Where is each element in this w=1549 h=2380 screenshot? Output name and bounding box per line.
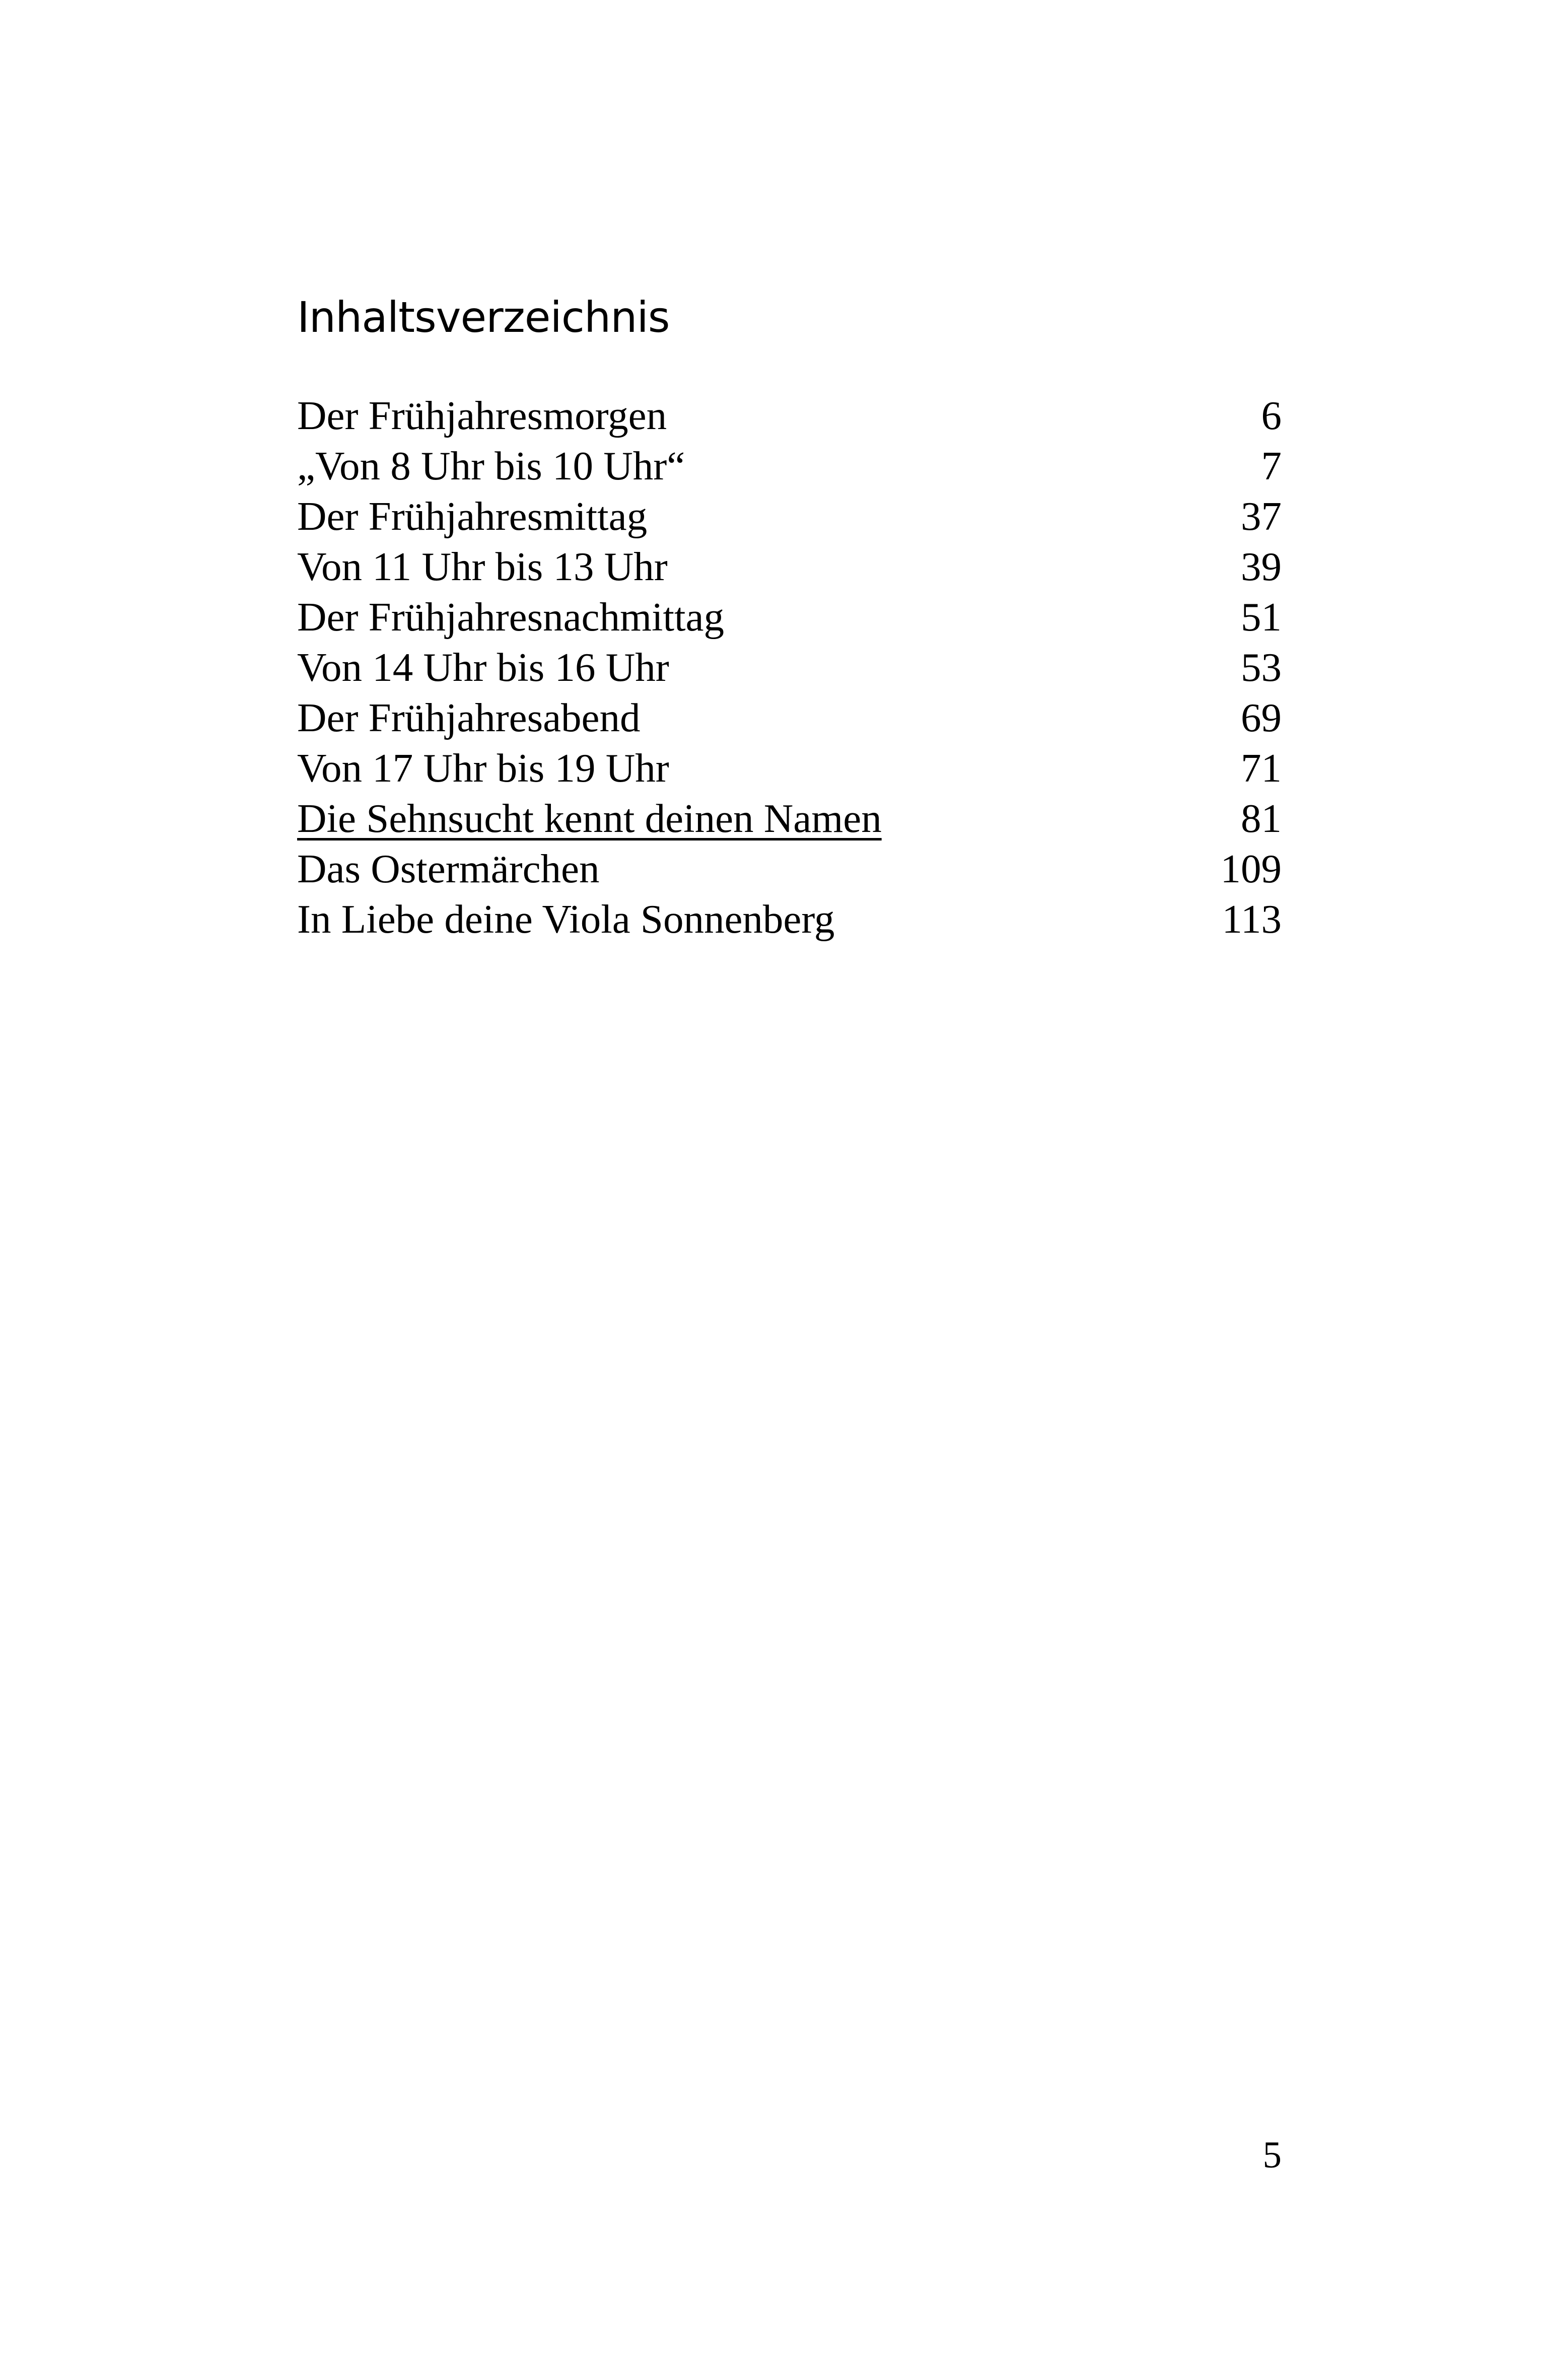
toc-entry-page: 6	[1261, 393, 1282, 438]
toc-entry-title: „Von 8 Uhr bis 10 Uhr“	[297, 443, 685, 488]
toc-entry-title: Von 14 Uhr bis 16 Uhr	[297, 645, 669, 690]
toc-heading: Inhaltsverzeichnis	[297, 293, 670, 342]
toc-entry-page: 109	[1220, 846, 1282, 891]
toc-entry-title: Der Frühjahresmittag	[297, 494, 648, 539]
toc-entry-title: Der Frühjahresnachmittag	[297, 594, 724, 640]
toc-entry-title: Von 17 Uhr bis 19 Uhr	[297, 745, 669, 791]
toc-list	[297, 390, 1282, 944]
toc-entry-page: 81	[1241, 796, 1282, 841]
toc-entry-title: Von 11 Uhr bis 13 Uhr	[297, 544, 668, 589]
toc-entry-page: 113	[1222, 896, 1282, 942]
page-number: 5	[1262, 2134, 1282, 2176]
toc-entry-page: 53	[1241, 645, 1282, 690]
toc-entry-title: Die Sehnsucht kennt deinen Namen	[297, 796, 882, 841]
toc-entry	[297, 743, 1282, 793]
toc-entry	[297, 541, 1282, 592]
toc-entry	[297, 692, 1282, 743]
toc-entry-title: In Liebe deine Viola Sonnenberg	[297, 896, 835, 942]
toc-entry-title: Das Ostermärchen	[297, 846, 600, 891]
toc-entry-page: 37	[1241, 494, 1282, 539]
toc-entry	[297, 491, 1282, 541]
toc-entry	[297, 441, 1282, 491]
toc-entry	[297, 793, 1282, 844]
toc-entry-page: 51	[1241, 594, 1282, 640]
toc-entry	[297, 642, 1282, 692]
toc-entry-page: 69	[1241, 695, 1282, 740]
toc-entry-page: 7	[1261, 443, 1282, 488]
toc-entry	[297, 592, 1282, 642]
toc-entry-title: Der Frühjahresmorgen	[297, 393, 667, 438]
toc-entry	[297, 894, 1282, 944]
toc-entry	[297, 844, 1282, 894]
toc-entry-page: 39	[1241, 544, 1282, 589]
toc-entry-title: Der Frühjahresabend	[297, 695, 641, 740]
toc-entry	[297, 390, 1282, 441]
toc-entry-page: 71	[1241, 745, 1282, 791]
